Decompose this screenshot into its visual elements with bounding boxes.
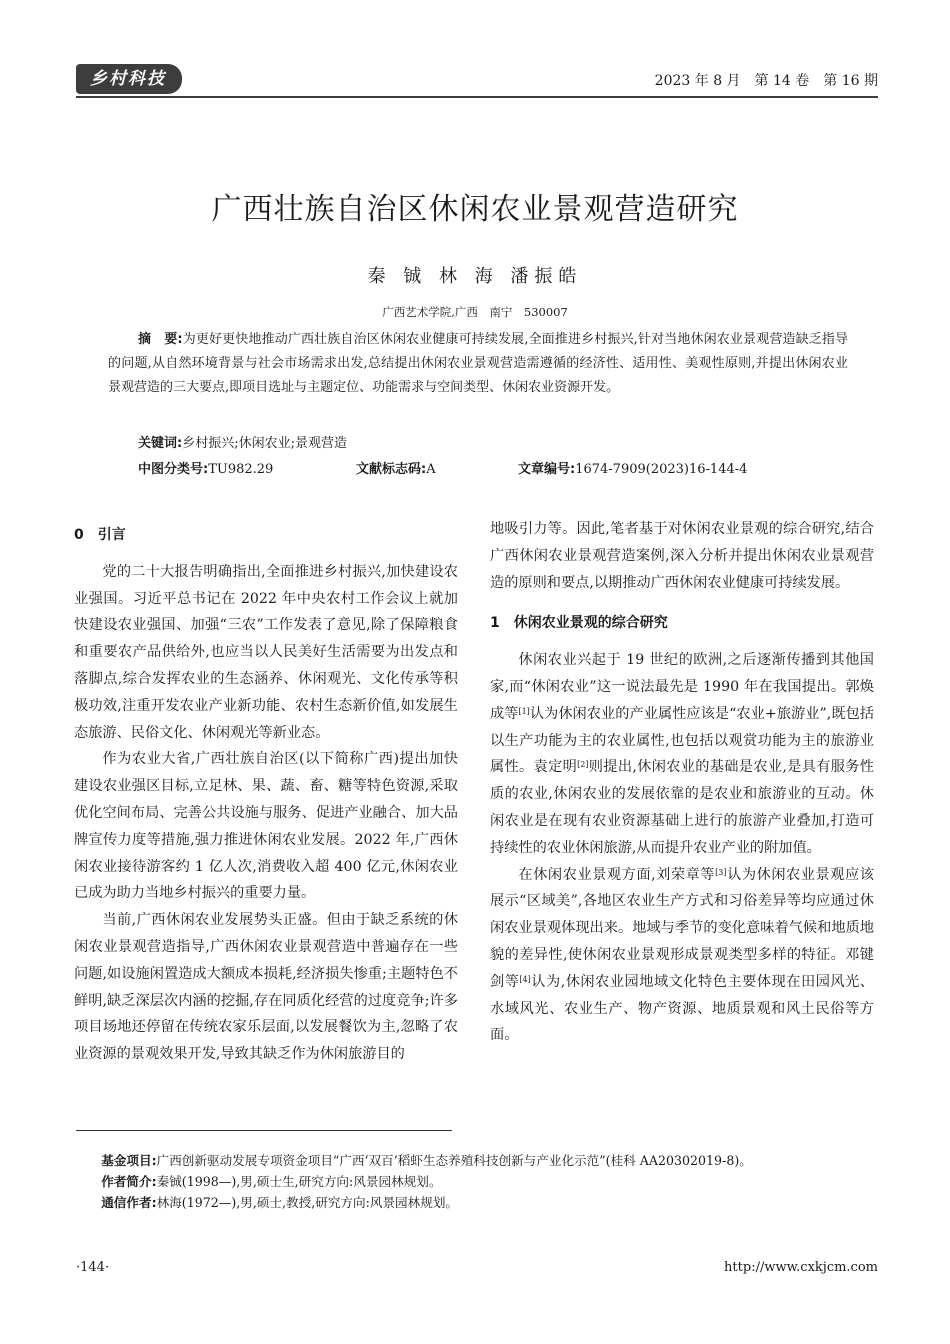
page-number: ·144· — [76, 1260, 110, 1275]
clc-value: TU982.29 — [208, 462, 274, 477]
paragraph-4-text-b: 认为休闲农业的产业属性应该是“农业+旅游业”,既包括以生产功能为主的农业属性,也包括以观赏功能为主的旅游业属性。袁定明 — [490, 705, 874, 776]
paragraph-4-text-c: 则提出,休闲农业的基础是农业,是具有服务性质的农业,休闲农业的发展依靠的是农业和旅游业的互动。休闲农业是在现有农业资源基础上进行的旅游产业叠加,打造可持续性的农业休闲旅游,从而提升农业产业的附加值。 — [490, 759, 874, 856]
abstract-label: 摘 要: — [138, 332, 183, 347]
article-number-label: 文章编号: — [518, 462, 576, 477]
keywords-label: 关键词: — [138, 436, 183, 451]
author-note — [76, 1171, 876, 1192]
paragraph-4 — [490, 647, 874, 861]
keywords — [138, 432, 347, 451]
abstract-text: 为更好更快地推动广西壮族自治区休闲农业健康可持续发展,全面推进乡村振兴,针对当地休闲农业景观营造缺乏指导的问题,从自然环境背景与社会市场需求出发,总结提出休闲农业景观营造需遵循的经济性、适用性、美观性原则,并提出休闲农业景观营造的三大要点,即项目选址与主题定位、功能需求与空间类型、休闲农业资源开发。 — [108, 332, 849, 395]
paragraph-5-text-c: 认为,休闲农业园地域文化特色主要体现在田园风光、水域风光、农业生产、物产资源、地质景观和风土民俗等方面。 — [490, 973, 874, 1044]
citation-3: [3] — [715, 867, 727, 877]
fund-note — [76, 1150, 876, 1171]
right-column — [490, 516, 874, 1049]
corresponding-author-note — [76, 1192, 876, 1213]
citation-4: [4] — [519, 974, 531, 984]
footnotes — [76, 1150, 876, 1213]
article-number-value: 1674-7909(2023)16-144-4 — [575, 462, 748, 477]
document-code — [356, 458, 436, 477]
article-title: 广西壮族自治区休闲农业景观营造研究 — [211, 192, 739, 227]
clc-number — [138, 458, 273, 477]
left-column — [74, 516, 458, 1068]
header-divider — [76, 96, 878, 98]
citation-2: [2] — [577, 760, 589, 770]
paragraph-3: 当前,广西休闲农业发展势头正盛。但由于缺乏系统的休闲农业景观营造指导,广西休闲农业景观营造中普遍存在一些问题,如设施闲置造成大额成本损耗,经济损失惨重;主题特色不鲜明,缺乏深层次内涵的挖掘,存在同质化经营的过度竞争;许多项目场地还停留在传统农家乐层面,以发展餐饮为主,忽略了农业资源的景观效果开发,导致其缺乏作为休闲旅游目的 — [74, 912, 458, 1063]
author-note-label: 作者简介: — [101, 1174, 157, 1189]
corresponding-label: 通信作者: — [101, 1195, 157, 1210]
paragraph-5-text-a: 在休闲农业景观方面,刘荣章等 — [518, 866, 716, 883]
corresponding-text: 林海(1972—),男,硕士,教授,研究方向:风景园林规划。 — [156, 1195, 459, 1210]
abstract — [108, 328, 848, 400]
keywords-text: 乡村振兴;休闲农业;景观营造 — [182, 436, 347, 451]
footnote-divider — [76, 1130, 452, 1131]
journal-logo: 乡村科技 — [76, 64, 182, 94]
clc-label: 中图分类号: — [138, 462, 209, 477]
paragraph-4-text-a: 休闲农业兴起于 19 世纪的欧洲,之后逐渐传播到其他国家,而“休闲农业”这一说法最先是 1990 年在我国提出。郭焕成等 — [490, 652, 874, 722]
paragraph-2: 作为农业大省,广西壮族自治区(以下简称广西)提出加快建设农业强区目标,立足林、果、蔬、畜、糖等特色资源,采取优化空间布局、完善公共设施与服务、促进产业融合、加大品牌宣传力度等措施,强力推进休闲农业发展。2022 年,广西休闲农业接待游客约 1 亿人次,消费收入超 400 亿元,休闲农业已成为助力当地乡村振兴的重要力量。 — [74, 751, 458, 902]
paragraph-1: 党的二十大报告明确指出,全面推进乡村振兴,加快建设农业强国。习近平总书记在 2022 年中央农村工作会议上就加快建设农业强国、加强“三农”工作发表了意见,除了保障粮食和重要农产品供给外,也应当以人民美好生活需要为出发点和落脚点,综合发挥农业的生态涵养、休闲观光、文化传承等积极功效,注重开发农业产业新功能、农村生态新价值,如发展生态旅游、民俗文化、休闲观光等新业态。 — [74, 563, 458, 741]
article-authors: 秦 铖 林 海 潘振皓 — [367, 266, 583, 287]
paragraph-5 — [490, 862, 874, 1050]
document-code-label: 文献标志码: — [356, 462, 427, 477]
citation-1: [1] — [518, 706, 530, 716]
fund-label: 基金项目: — [101, 1153, 157, 1168]
issue-info: 2023 年 8 月 第 14 卷 第 16 期 — [654, 73, 878, 89]
document-code-value: A — [426, 462, 436, 477]
paragraph-3-continued: 地吸引力等。因此,笔者基于对休闲农业景观的综合研究,结合广西休闲农业景观营造案例,深入分析并提出休闲农业景观营造的原则和要点,以期推动广西休闲农业健康可持续发展。 — [490, 521, 874, 591]
paragraph-5-text-b: 认为休闲农业景观应该展示“区域美”,各地区农业生产方式和习俗差异等均应通过休闲农业景观体现出来。地域与季节的变化意味着气候和地质地貌的差异性,使休闲农业景观形成景观类型多样的特征。邓键剑等 — [490, 866, 874, 990]
author-note-text: 秦铖(1998—),男,硕士生,研究方向:风景园林规划。 — [156, 1174, 442, 1189]
journal-url[interactable]: http://www.cxkjcm.com — [724, 1260, 878, 1275]
fund-text: 广西创新驱动发展专项资金项目“广西‘双百’稻虾生态养殖科技创新与产业化示范”(桂科 AA20302019-8)。 — [156, 1153, 752, 1168]
section-heading-intro: 0 引言 — [74, 527, 126, 543]
article-number — [518, 458, 747, 477]
section-heading-1: 1 休闲农业景观的综合研究 — [490, 615, 668, 632]
author-affiliation: 广西艺术学院,广西 南宁 530007 — [382, 305, 568, 319]
